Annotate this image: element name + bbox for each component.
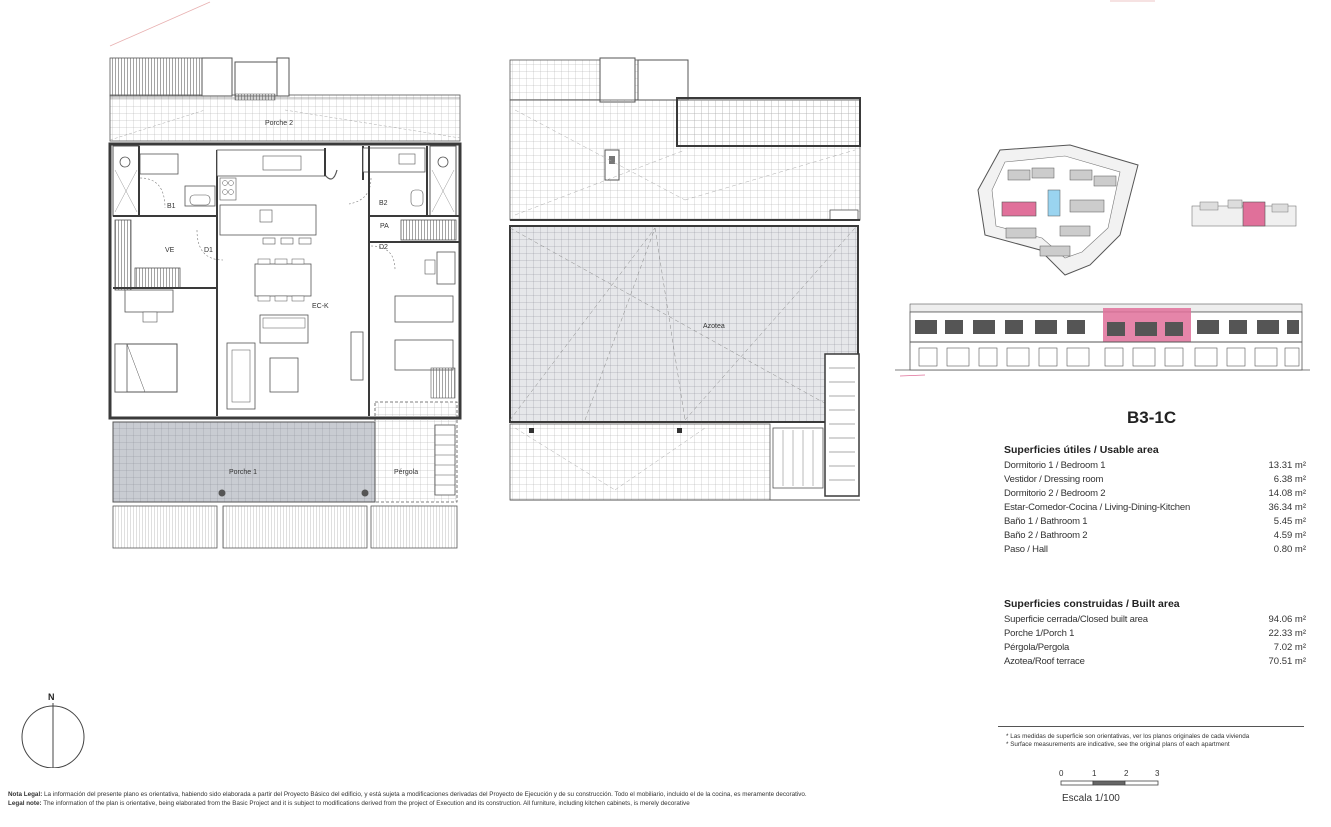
built-row-value: 7.02 m²	[1273, 642, 1306, 653]
room-label-azotea: Azotea	[703, 323, 725, 330]
usable-row	[1004, 460, 1306, 473]
divider	[998, 726, 1304, 727]
floor-plan	[105, 50, 465, 560]
room-label-porche-1: Porche 1	[229, 469, 258, 476]
usable-row	[1004, 488, 1306, 501]
built-area-title: Superficies construidas / Built area	[1004, 598, 1180, 610]
usable-row-value: 36.34 m²	[1268, 502, 1306, 513]
usable-row	[1004, 502, 1306, 515]
usable-row	[1004, 516, 1306, 529]
usable-row-value: 6.38 m²	[1273, 474, 1306, 485]
built-row-label: Porche 1/Porch 1	[1004, 628, 1075, 639]
usable-row-label: Dormitorio 2 / Bedroom 2	[1004, 488, 1106, 499]
unit-code: B3-1C	[1127, 408, 1177, 427]
usable-row	[1004, 474, 1306, 487]
built-row-value: 70.51 m²	[1268, 656, 1306, 667]
key-plan-site	[970, 140, 1145, 280]
usable-row-value: 14.08 m²	[1268, 488, 1306, 499]
building-elevation	[895, 300, 1310, 380]
built-row	[1004, 656, 1306, 669]
footnote-en: * Surface measurements are indicative, see the original plans of each apartment	[1006, 741, 1230, 748]
usable-row-label: Baño 1 / Bathroom 1	[1004, 516, 1088, 527]
legal-note-en-label: Legal note:	[8, 800, 42, 807]
usable-row-label: Estar-Comedor-Cocina / Living-Dining-Kitchen	[1004, 502, 1191, 513]
roof-plan	[505, 50, 865, 510]
built-row-label: Azotea/Roof terrace	[1004, 656, 1085, 667]
scale-tick: 0	[1059, 769, 1064, 778]
usable-row	[1004, 544, 1306, 557]
usable-area-title: Superficies útiles / Usable area	[1004, 444, 1159, 456]
scale-label: Escala 1/100	[1062, 793, 1120, 804]
usable-row	[1004, 530, 1306, 543]
room-label-porche-2: Porche 2	[265, 120, 294, 127]
built-row-value: 94.06 m²	[1268, 614, 1306, 625]
legal-note-en	[8, 800, 690, 807]
usable-row-value: 5.45 m²	[1273, 516, 1306, 527]
decorative-line-top-right	[1080, 0, 1160, 6]
decorative-line	[100, 0, 220, 50]
built-row-label: Pérgola/Pergola	[1004, 642, 1070, 653]
north-arrow-icon	[20, 702, 86, 768]
usable-row-label: Vestidor / Dressing room	[1004, 474, 1104, 485]
room-label-ve: VE	[165, 247, 175, 254]
usable-row-label: Dormitorio 1 / Bedroom 1	[1004, 460, 1106, 471]
legal-note-en-text: The information of the plan is orientative, being elaborated from the Basic Project and it is subject to modifications derived from the project of Execution and its construction. All furniture, including kitchen cabinets, is merely decorative	[41, 800, 690, 807]
usable-row-label: Paso / Hall	[1004, 544, 1048, 555]
legal-note-es-label: Nota Legal:	[8, 791, 43, 798]
legal-note-es	[8, 791, 807, 798]
scale-tick: 1	[1092, 769, 1097, 778]
usable-row-value: 4.59 m²	[1273, 530, 1306, 541]
usable-row-value: 0.80 m²	[1273, 544, 1306, 555]
room-label-b1: B1	[167, 203, 176, 210]
footnote-es: * Las medidas de superficie son orientativas, ver los planos originales de cada vivienda	[1006, 733, 1250, 740]
scale-tick: 2	[1124, 769, 1129, 778]
room-label-b2: B2	[379, 200, 388, 207]
north-label: N	[48, 692, 55, 702]
porche-1-area	[113, 422, 375, 502]
built-row	[1004, 628, 1306, 641]
scale-tick: 3	[1155, 769, 1160, 778]
room-label-d1: D1	[204, 247, 213, 254]
room-label-pergola: Pérgola	[394, 469, 419, 476]
room-label-eck: EC-K	[312, 303, 329, 310]
scale-bar	[1060, 780, 1160, 788]
usable-row-label: Baño 2 / Bathroom 2	[1004, 530, 1088, 541]
built-row-label: Superficie cerrada/Closed built area	[1004, 614, 1148, 625]
room-label-d2: D2	[379, 244, 388, 251]
legal-note-es-text: La información del presente plano es orientativa, habiendo sido elaborada a partir del Proyecto Básico del edificio, y está sujeta a modificaciones derivadas del Proyecto de Ejecución y de su construcción. Todo el mobiliario, incluido el de la cocina, es meramente decorativo.	[42, 791, 807, 798]
usable-row-value: 13.31 m²	[1268, 460, 1306, 471]
key-plan-block	[1188, 194, 1300, 234]
built-row	[1004, 642, 1306, 655]
built-row-value: 22.33 m²	[1268, 628, 1306, 639]
built-row	[1004, 614, 1306, 627]
porche-2-area	[110, 95, 460, 141]
room-label-pa: PA	[380, 223, 389, 230]
